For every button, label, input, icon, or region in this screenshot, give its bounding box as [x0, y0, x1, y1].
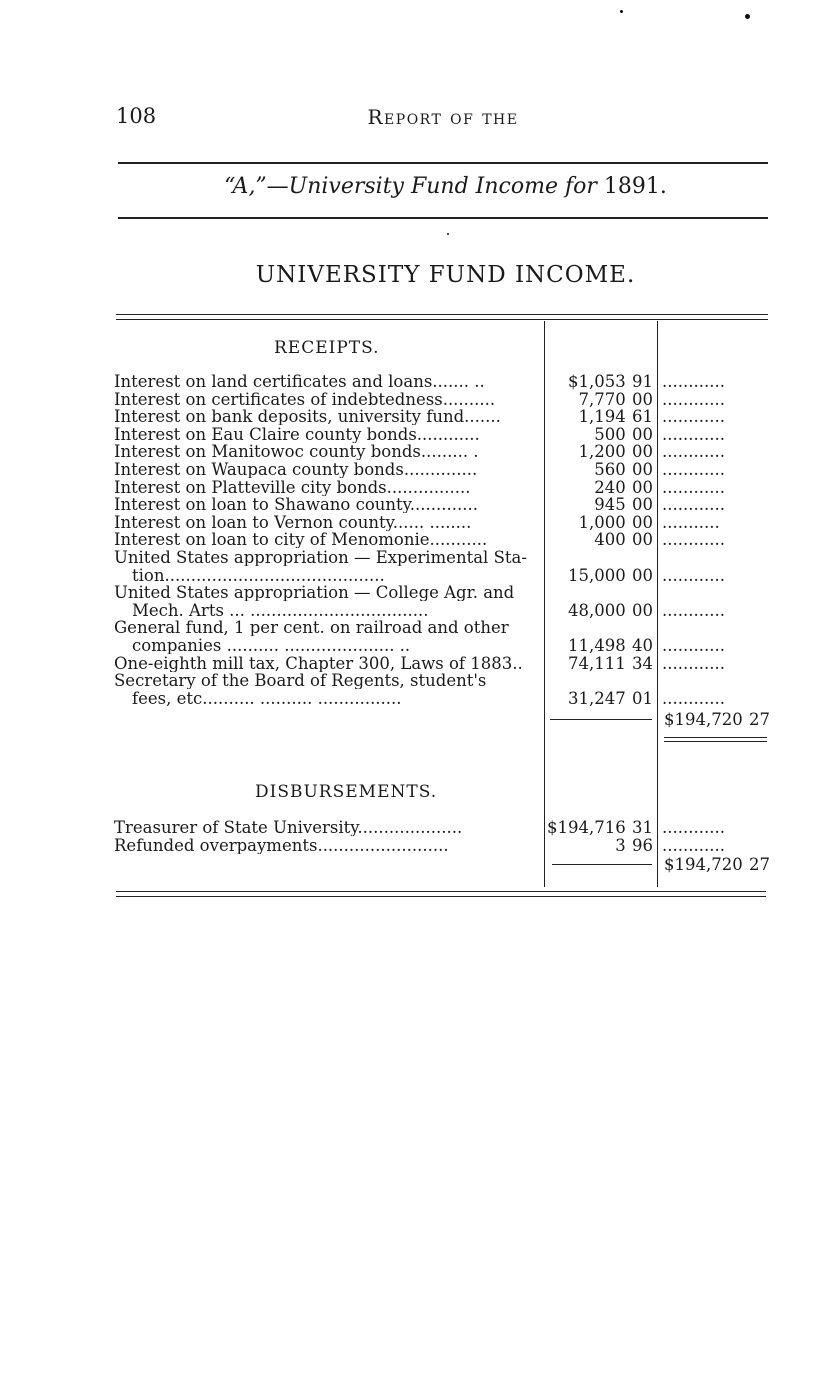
table-row	[114, 584, 770, 601]
row-total-leader: ............	[662, 443, 725, 461]
row-amount	[546, 426, 653, 443]
row-description: Interest on Platteville city bonds................	[114, 478, 471, 496]
row-amount	[546, 408, 653, 425]
row-description: Interest on Eau Claire county bonds............	[114, 425, 480, 443]
row-amount	[546, 655, 653, 672]
row-description: tion..........................................	[132, 566, 385, 584]
row-amount-cents: 00	[632, 512, 653, 532]
table-row	[114, 637, 770, 654]
table-row	[114, 672, 770, 689]
row-amount-dollars: $1,053	[568, 372, 626, 391]
row-total-leader: ............	[662, 425, 725, 443]
row-total-leader: ............	[662, 689, 725, 707]
row-amount-dollars: 3	[615, 835, 626, 855]
table-row	[114, 531, 770, 548]
row-amount	[546, 837, 653, 854]
row-amount-cents: 00	[632, 477, 653, 497]
row-amount-cents: 00	[632, 495, 653, 515]
row-total-leader: ............	[662, 637, 725, 654]
row-total-leader: ............	[662, 566, 725, 584]
row-description: Interest on Manitowoc county bonds......... .	[114, 443, 479, 461]
row-total-leader: ............	[662, 654, 725, 672]
table-row	[114, 514, 770, 531]
scan-speck	[620, 10, 623, 13]
table-row	[114, 426, 770, 443]
row-amount-dollars: $194,716	[547, 818, 626, 837]
row-total-leader: ............	[662, 461, 725, 478]
row-amount-cents: 00	[632, 565, 653, 585]
row-amount	[546, 443, 653, 460]
receipts-heading: RECEIPTS.	[274, 338, 380, 358]
row-amount-cents: 31	[632, 818, 653, 837]
row-amount-cents: 00	[632, 460, 653, 479]
row-amount-cents: 61	[632, 407, 653, 427]
row-amount-cents: 00	[632, 530, 653, 550]
row-amount	[546, 690, 653, 707]
row-amount	[546, 514, 653, 531]
row-amount	[546, 391, 653, 408]
disbursements-total	[662, 856, 770, 873]
row-amount-cents: 00	[632, 389, 653, 409]
table-row	[114, 602, 770, 619]
row-total-leader: ............	[662, 531, 725, 549]
table-caption	[0, 174, 831, 199]
running-head: Report of the	[367, 105, 519, 129]
row-amount-dollars: 7,770	[578, 389, 626, 409]
row-amount-dollars: 48,000	[568, 600, 626, 620]
row-description: Mech. Arts ... ..................................	[132, 601, 429, 619]
row-amount-cents: 34	[632, 653, 653, 673]
row-description: Interest on Waupaca county bonds..............	[114, 461, 478, 478]
row-amount-dollars: 1,194	[578, 407, 626, 427]
caption-top-rule	[118, 162, 768, 164]
table-row	[114, 619, 770, 636]
table-top-rule-2	[116, 319, 768, 320]
row-amount-dollars: 1,200	[578, 442, 626, 462]
row-description: One-eighth mill tax, Chapter 300, Laws of 1883..	[114, 654, 523, 672]
row-amount-cents: 00	[632, 600, 653, 620]
table-row	[114, 655, 770, 672]
table-row	[114, 567, 770, 584]
table-bottom-rule-1	[116, 891, 766, 892]
caption-text: “A,”—University Fund Income for	[224, 174, 604, 199]
row-description: Refunded overpayments.........................	[114, 836, 449, 854]
table-row	[114, 549, 770, 566]
row-description: companies .......... ..................... ..	[132, 637, 411, 654]
row-amount-dollars: 945	[594, 495, 626, 515]
table-row	[114, 461, 770, 478]
row-total-leader: ............	[662, 601, 725, 619]
table-row	[114, 479, 770, 496]
row-amount-dollars: 240	[594, 477, 626, 497]
table-bottom-rule-2	[116, 896, 766, 897]
scan-speck	[745, 14, 750, 19]
row-total-leader: ............	[662, 373, 725, 390]
row-total-leader: ............	[662, 836, 725, 854]
row-total-leader: ...........	[662, 513, 720, 531]
row-amount	[546, 373, 653, 390]
table-row	[114, 373, 770, 390]
row-amount-dollars: 500	[594, 424, 626, 444]
row-description: Interest on loan to Shawano county.............	[114, 496, 478, 514]
receipts-total-row	[114, 711, 770, 728]
receipts-total-dollars: $194,720	[664, 711, 743, 728]
row-description: Interest on loan to city of Menomonie...........	[114, 531, 488, 549]
row-amount-dollars: 15,000	[568, 565, 626, 585]
table-row	[114, 408, 770, 425]
disbursements-total-dollars: $194,720	[664, 856, 743, 873]
row-amount-cents: 96	[632, 835, 653, 855]
row-amount-dollars: 1,000	[578, 512, 626, 532]
receipts-total-cents: 27	[749, 711, 770, 728]
row-description: United States appropriation — College Agr. and	[114, 584, 515, 602]
row-amount-dollars: 560	[594, 460, 626, 479]
table-row	[114, 391, 770, 408]
caption-year: 1891.	[603, 174, 667, 199]
row-amount-cents: 40	[632, 636, 653, 655]
row-description: Interest on loan to Vernon county...... ........	[114, 513, 472, 531]
row-amount-cents: 01	[632, 688, 653, 708]
row-total-leader: ............	[662, 496, 725, 514]
row-amount-cents: 00	[632, 424, 653, 444]
receipts-total-rule-1	[664, 737, 767, 738]
row-amount-cents: 00	[632, 442, 653, 462]
scan-speck	[447, 233, 449, 235]
row-description: Interest on bank deposits, university fund.......	[114, 408, 501, 426]
receipts-total-rule-2	[664, 741, 767, 742]
row-description: fees, etc.......... .......... ................	[132, 689, 402, 707]
row-total-leader: ............	[662, 408, 725, 426]
row-total-leader: ............	[662, 390, 725, 408]
row-amount-dollars: 400	[594, 530, 626, 550]
disbursements-heading: DISBURSEMENTS.	[255, 782, 438, 802]
receipts-total	[662, 711, 770, 728]
row-amount	[546, 567, 653, 584]
row-description: Treasurer of State University....................	[114, 819, 463, 836]
table-row	[114, 496, 770, 513]
row-total-leader: ............	[662, 478, 725, 496]
disbursements-total-row	[114, 856, 770, 873]
row-amount-dollars: 11,498	[568, 636, 626, 655]
row-amount	[546, 479, 653, 496]
table-title: UNIVERSITY FUND INCOME.	[255, 262, 636, 288]
row-amount	[546, 531, 653, 548]
table-row	[114, 837, 770, 854]
table-row	[114, 819, 770, 836]
table-top-rule-1	[116, 314, 768, 315]
row-description: Interest on land certificates and loans....... ..	[114, 373, 485, 390]
row-amount	[546, 819, 653, 836]
table-row	[114, 690, 770, 707]
row-amount-dollars: 74,111	[568, 653, 626, 673]
row-total-leader: ............	[662, 819, 725, 836]
row-amount	[546, 461, 653, 478]
row-description: General fund, 1 per cent. on railroad and other	[114, 619, 509, 637]
row-amount	[546, 602, 653, 619]
row-amount-cents: 91	[632, 372, 653, 391]
row-description: Secretary of the Board of Regents, student's	[114, 672, 487, 690]
row-amount-dollars: 31,247	[568, 688, 626, 708]
caption-bottom-rule	[118, 217, 768, 219]
row-description: United States appropriation — Experimental Sta-	[114, 549, 527, 566]
table-row	[114, 443, 770, 460]
disbursements-total-cents: 27	[749, 856, 770, 873]
row-amount	[546, 637, 653, 654]
page-number: 108	[116, 104, 157, 128]
row-description: Interest on certificates of indebtedness..........	[114, 390, 496, 408]
row-amount	[546, 496, 653, 513]
